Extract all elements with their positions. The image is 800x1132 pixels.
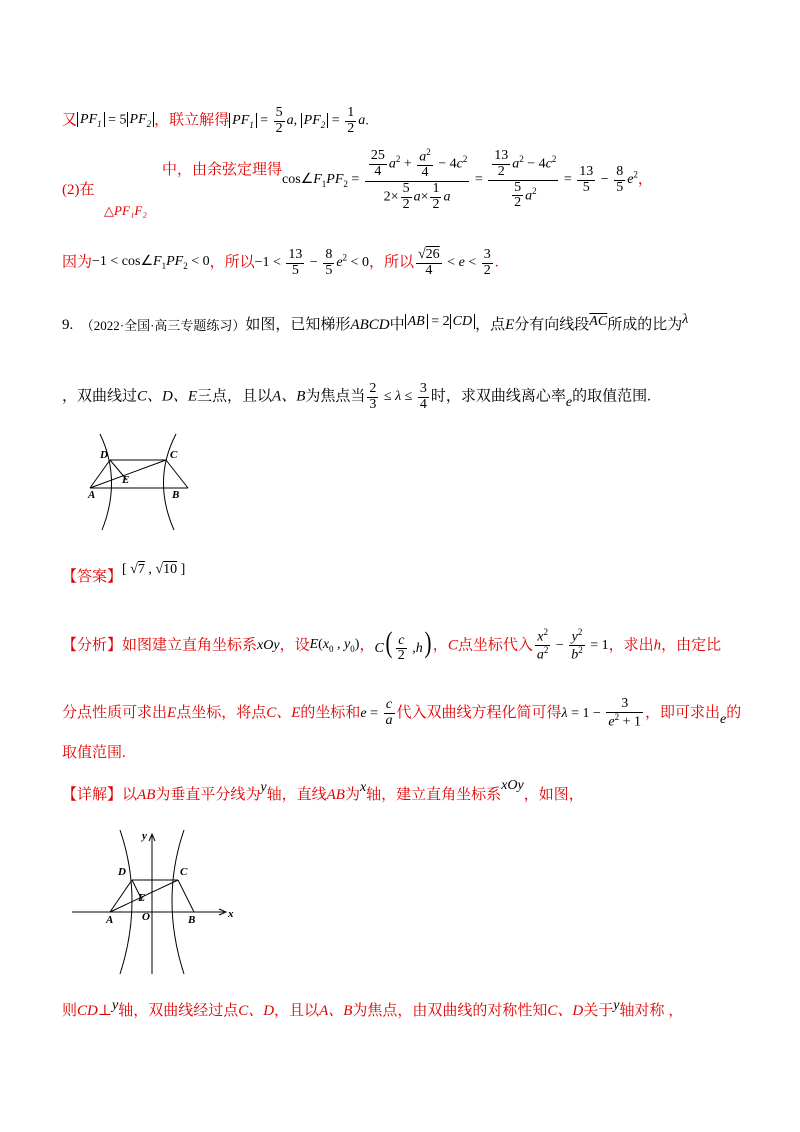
formula-e-ca: e = $\frac{c}{a}$ — [360, 697, 393, 729]
analysis-line-1 — [62, 628, 721, 664]
text: ，联立解得 — [154, 112, 230, 129]
text: ，设 — [279, 637, 310, 654]
formula-answer: [ √7 , √10 ] — [122, 561, 186, 577]
formula-e: e — [720, 711, 727, 727]
formula-lambda-e: λ = 1 − $\frac{3}{e^2 + 1}$ — [561, 696, 642, 730]
formula-pf1-5pf2: $PF_1 = 5$ $PF_2$ — [77, 112, 154, 127]
formula-e2-range: −1 < $\frac{13}{5}$ − $\frac{8}{5}$ $e^2 < 0$ — [254, 247, 369, 278]
text: ，所以 — [368, 254, 414, 271]
formula-y: y — [260, 779, 267, 795]
text: ， — [432, 637, 448, 654]
text: ， — [637, 171, 653, 188]
text: 取值范围. — [62, 745, 126, 762]
text: 为垂直平分线为 — [155, 787, 261, 804]
formula-vector-ac: $\overline{AC}$ — [589, 313, 608, 329]
text: 分有向线段 — [514, 317, 590, 334]
text: ⊥ — [97, 1003, 112, 1020]
formula-ab-2cd: AB = 2 CD — [405, 314, 475, 329]
label-a: A — [88, 489, 96, 501]
analysis-line-2 — [62, 697, 741, 730]
text: 中，由余弦定理得 — [162, 161, 283, 178]
text: 如图建立直角坐标系 — [122, 637, 258, 654]
text: C — [447, 637, 458, 654]
label-b: B — [172, 489, 180, 501]
text: 的 — [726, 705, 742, 722]
text: 的坐标和 — [300, 705, 361, 722]
text: 因为 — [62, 254, 93, 271]
text: 的取值范围. — [572, 388, 651, 405]
triangle-label: △PF₁F₂ — [104, 203, 147, 219]
formula-y: y — [111, 997, 119, 1013]
text: C、D、E — [137, 388, 198, 405]
text: 以 — [122, 787, 138, 804]
text: 关于 — [583, 1003, 614, 1020]
text: 三点，且以 — [197, 388, 273, 405]
detail-label: 【详解】 — [62, 787, 123, 804]
text: 点坐标，将点 — [176, 705, 267, 722]
text: 轴，双曲线经过点 — [118, 1003, 239, 1020]
final-line — [62, 997, 684, 1020]
formula-cosine: $\cos\angle F_1PF_2$ = $\frac{25}{4}$ $a^2$ + $\frac{a^2}{4}$ − $4c^2$ 2× $\frac{5}{2}$ a× $\frac{1}{2}$ a = $\frac{13}{2}$ $a^2 - 4c^2$ $\frac{5}{2}$ $a^2$ = $\frac{13}{5}$ − $\frac{8}{5}$ $e^2$ — [282, 147, 638, 212]
formula-y: y — [613, 997, 620, 1013]
text: ，如图， — [523, 787, 584, 804]
formula-x: x — [359, 779, 367, 795]
text: 中 — [389, 317, 405, 334]
answer-label: 【答案】 — [62, 569, 123, 586]
text: C、E — [266, 705, 301, 722]
text: C、D — [547, 1003, 584, 1020]
formula-xoy: xOy — [501, 777, 524, 793]
text: 为焦点，由双曲线的对称性知 — [352, 1003, 548, 1020]
figure-trapezoid-hyperbola — [86, 432, 196, 532]
formula-e: e — [565, 395, 573, 411]
text: 时，求双曲线离心率 — [430, 388, 566, 405]
text: ABCD — [350, 317, 390, 334]
formula-e-point: $E(x_0$ , $y_0$) — [309, 637, 360, 654]
question-9-line-2 — [62, 382, 651, 412]
formula-e-range: $\frac{√26}{4}$ < e < $\frac{3}{2}$ — [417, 247, 491, 278]
formula-c-point: C( $\frac{c}{2}$ ,h) — [374, 626, 432, 664]
part-label: (2)在 — [62, 182, 95, 199]
text: ，所以 — [209, 254, 255, 271]
text: 为 — [344, 787, 360, 804]
text: 轴，直线 — [266, 787, 327, 804]
figure-1-svg — [86, 432, 196, 532]
text: A、B — [319, 1003, 353, 1020]
text: 所成的比为 — [607, 317, 683, 334]
label-d: D — [118, 866, 126, 878]
solution-line-2 — [62, 147, 653, 219]
formula-hyperbola: $\frac{x^2}{a^2}$ − $\frac{y^2}{b^2}$ = 1 — [536, 627, 609, 664]
label-o: O — [142, 911, 150, 923]
formula-cos-range: $-1 < \cos\angle F_1PF_2 < 0$ — [92, 254, 210, 272]
text: 则 — [62, 1003, 78, 1020]
figure-2-svg — [70, 828, 250, 976]
answer-line — [62, 561, 186, 586]
text: 如图，已知梯形 — [245, 317, 351, 334]
detail-line — [62, 777, 584, 804]
label-a: A — [106, 914, 114, 926]
text: . — [365, 112, 369, 129]
formula-lambda-range: $\frac{2}{3}$ ≤ λ ≤ $\frac{3}{4}$ — [369, 381, 427, 412]
text: ，即可求出 — [645, 705, 721, 722]
label-c: C — [180, 866, 188, 878]
text: E — [167, 705, 177, 722]
text: A、B — [272, 388, 306, 405]
text: ，双曲线过 — [62, 388, 138, 405]
text: ，求出 — [608, 637, 654, 654]
label-x-axis: x — [228, 908, 234, 920]
text: CD — [77, 1003, 98, 1020]
text: h — [653, 637, 662, 654]
text: AB — [326, 787, 345, 804]
text: 点坐标代入 — [457, 637, 533, 654]
label-b: B — [188, 914, 196, 926]
solution-line-1 — [62, 106, 369, 136]
solution-line-3 — [62, 248, 498, 278]
text: 又 — [62, 112, 78, 129]
question-source: （2022·全国·高三专题练习） — [80, 318, 246, 334]
text: 分点性质可求出 — [62, 705, 168, 722]
text: 轴，建立直角坐标系 — [366, 787, 502, 804]
label-c: C — [170, 449, 178, 461]
label-d: D — [100, 449, 108, 461]
text: ， — [359, 637, 375, 654]
text: ，由定比 — [661, 637, 722, 654]
label-y-axis: y — [142, 830, 147, 842]
label-e: E — [122, 474, 130, 486]
analysis-line-3 — [62, 746, 126, 761]
question-9-line-1 — [62, 311, 689, 334]
text: E — [505, 317, 515, 334]
formula-solution: $PF_1$ = $\frac{5}{2}$ a, $PF_2$ = $\frac{1}{2}$ a — [229, 113, 365, 128]
formula-xoy: xOy — [257, 637, 280, 653]
text: AB — [137, 787, 156, 804]
label-e: E — [138, 892, 146, 904]
formula-lambda: λ — [682, 311, 689, 327]
text: . — [494, 254, 499, 271]
text: C、D — [238, 1003, 275, 1020]
text: ，点 — [475, 317, 506, 334]
figure-coordinate-system — [70, 828, 250, 976]
text: 轴对称 ， — [619, 1003, 684, 1020]
text: 代入双曲线方程化简可得 — [396, 705, 562, 722]
text: 为焦点当 — [305, 388, 366, 405]
question-number: 9. — [62, 317, 74, 334]
analysis-label: 【分析】 — [62, 637, 123, 654]
text: ，且以 — [274, 1003, 320, 1020]
